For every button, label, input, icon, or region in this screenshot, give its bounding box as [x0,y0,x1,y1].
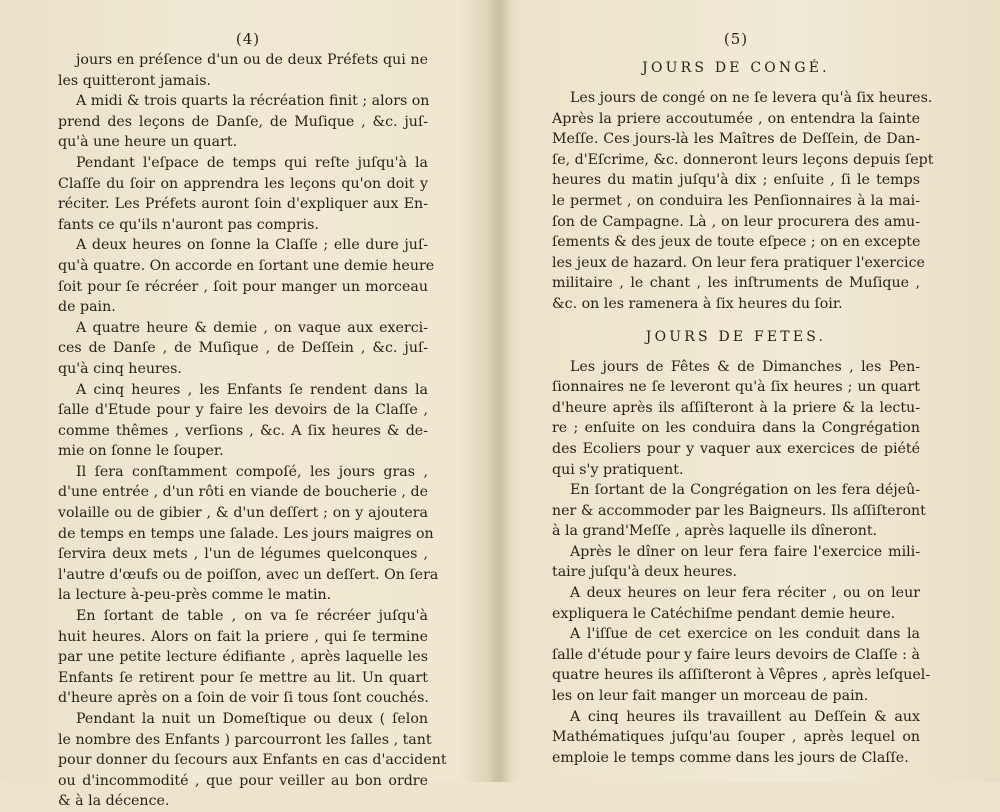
left-page-text [58,50,447,812]
text-line: par une petite lecture édifiante , après laquelle les [58,649,428,666]
text-line: les jeux de hazard. On leur fera pratiquer l'exercice [552,254,925,271]
paragraph [552,357,920,481]
text-line: à la grand'Meſſe , après laquelle ils dîneront. [552,523,878,540]
text-line: d'une entrée , d'un rôti en viande de boucherie , de [58,484,428,501]
text-line: ou d'incommodité , que pour veiller au bon ordre [58,772,428,789]
text-line: ces de Danſe , de Muſique , de Deſſein , &c. juſ- [58,340,428,357]
paragraph [58,235,435,317]
section-body [552,357,931,769]
text-line: qu'à cinq heures. [58,360,182,377]
text-line: En ſortant de la Congrégation on les fera déjeû- [570,482,920,499]
left-page [58,30,447,812]
spacer [552,315,920,329]
text-line: taire juſqu'à deux heures. [552,564,738,581]
text-line: ſervira deux mets , l'un de légumes quelconques , [58,546,428,563]
paragraph [58,50,428,91]
text-line: Mathématiques juſqu'au ſouper , après lequel on [552,729,920,746]
text-line: Meſſe. Ces jours-là les Maîtres de Deſſein, de Dan- [552,131,920,148]
text-line: Claſſe du ſoir on apprendra les leçons qu'on doit y [58,175,428,192]
text-line: ſon de Campagne. Là , on leur procurera des amu- [552,213,920,230]
text-line: fants ce qu'ils n'auront pas compris. [58,216,319,233]
text-line: Les jours de Fêtes & de Dimanches , les Pen- [570,358,920,375]
text-line: ſe, d'Eſcrime, &c. donneront leurs leçons depuis ſept [552,151,934,168]
text-line: A cinq heures ils travaillent au Deſſein & aux [570,708,920,725]
text-line: qu'à une heure un quart. [58,134,238,151]
right-page-text [552,50,934,768]
page-number-4: (4) [235,30,261,48]
text-line: qu'à quatre. On accorde en ſortant une demie heure [58,257,435,274]
text-line: de temps en temps une ſalade. Les jours maigres on [58,525,434,542]
text-line: ſoit pour ſe récréer , ſoit pour manger un morceau [58,278,428,295]
text-line: d'heure après on a ſoin de voir ſi tous ſont couchés. [58,690,429,707]
text-line: &c. on les ramenera à ſix heures du ſoir. [552,295,843,312]
paragraph [58,318,428,380]
text-line: des Ecoliers pour y vaquer aux exercices de piété [552,440,920,457]
text-line: pour donner du ſecours aux Enfants en cas d'accident [58,752,447,769]
text-line: Après le dîner on leur fera faire l'exercice mili- [570,543,920,560]
paragraph [58,606,428,709]
text-line: jours en préſence d'un ou de deux Préfets qui ne [76,52,428,68]
text-line: ſalle d'étude pour y faire leurs devoirs de Claſſe : à [552,646,920,663]
text-line: le nombre des Enfants ) parcourront les ſalles , tant [58,731,432,748]
spacer [552,76,920,88]
text-line: les on leur fait manger un morceau de pain. [552,688,869,705]
book-gutter [488,0,512,782]
text-line: A deux heures on ſonne la Claſſe ; elle dure juſ- [76,237,428,254]
text-line: & à la décence. [58,793,170,810]
paragraph [58,380,428,462]
paragraph [58,153,428,235]
paragraph [58,91,428,153]
text-line: réciter. Les Préfets auront ſoin d'expliquer aux En- [58,196,428,213]
text-line: ſionnaires ne ſe leveront qu'à ſix heures ; un quart [552,379,920,396]
text-line: le permet , on conduira les Penſionnaires à la mai- [552,192,920,209]
paragraph [552,624,931,706]
text-line: A l'iſſue de cet exercice on les conduit dans la [570,626,920,643]
text-line: Enfants ſe retirent pour ſe mettre au lit. Un quart [58,669,428,686]
text-line: A cinq heures , les Enfants ſe rendent dans la [76,381,428,398]
paragraph [552,542,920,583]
text-line: de pain. [58,299,116,316]
text-line: mie on ſonne le ſouper. [58,443,224,460]
text-line: Pendant la nuit un Domeſtique ou deux ( ſelon [76,711,428,727]
text-line: ner & accommoder par les Baigneurs. Ils aſſiſteront [552,502,926,519]
page-number-5: (5) [723,30,749,48]
text-line: A deux heures on leur fera réciter , ou on leur [570,585,920,602]
text-line: prend des leçons de Danſe, de Muſique , &c. juſ- [58,113,428,130]
text-line: Pendant l'eſpace de temps qui reſte juſqu'à la [76,154,428,171]
text-line: qui s'y pratiquent. [552,461,684,478]
text-line: ſements & des jeux de toute eſpece ; on en excepte [552,234,921,251]
section-heading: JOURS DE FETES. [645,328,827,345]
paragraph [552,707,920,769]
text-line: expliquera le Catéchiſme pendant demie heure. [552,605,896,622]
paragraph [58,462,439,606]
text-line: les quitteront jamais. [58,72,212,89]
text-line: En ſortant de table , on va ſe récréer juſqu'à [76,608,428,625]
text-line: re ; enſuite on les conduira dans la Congrégation [552,420,920,437]
text-line: d'heure après ils aſſiſteront à la priere & la lectu- [552,399,920,416]
text-line: emploie le temps comme dans les jours de Claſſe. [552,749,909,766]
text-line: l'autre d'œufs ou de poiſſon, avec un deſſert. On ſera [58,566,439,583]
section-heading: JOURS DE CONGÉ. [642,60,830,76]
text-line: militaire , le chant , les inſtruments de Muſique , [552,275,920,292]
text-line: comme thêmes , verſions , &c. A ſix heures & de- [58,422,428,439]
paragraph [552,480,926,542]
paragraph [552,583,920,624]
text-line: huit heures. Alors on fait la priere , qui ſe termine [58,628,428,645]
text-line: Les jours de congé on ne ſe levera qu'à ſix heures. [570,90,933,106]
text-line: quatre heures ils aſſiſteront à Vêpres , après leſquel- [552,667,931,684]
spacer [552,50,920,60]
paragraph [58,709,447,812]
text-line: heures du matin juſqu'à dix ; enſuite , ſi le temps [552,172,920,189]
section-body [552,88,934,315]
text-line: ſalle d'Etude pour y faire les devoirs de la Claſſe , [58,402,428,419]
text-line: A quatre heure & demie , on vaque aux exerci- [76,319,428,336]
text-line: la lecture à-peu-près comme le matin. [58,587,332,604]
right-page [552,30,934,768]
text-line: volaille ou de gibier , & d'un deſſert ; on y ajoutera [58,505,428,522]
text-line: A midi & trois quarts la récréation finit ; alors on [76,93,430,110]
text-line: Après la priere accoutumée , on entendra la ſainte [552,110,920,127]
text-line: Il ſera conſtamment compoſé, les jours gras , [76,463,428,480]
spacer [552,345,920,357]
paragraph [552,88,934,315]
